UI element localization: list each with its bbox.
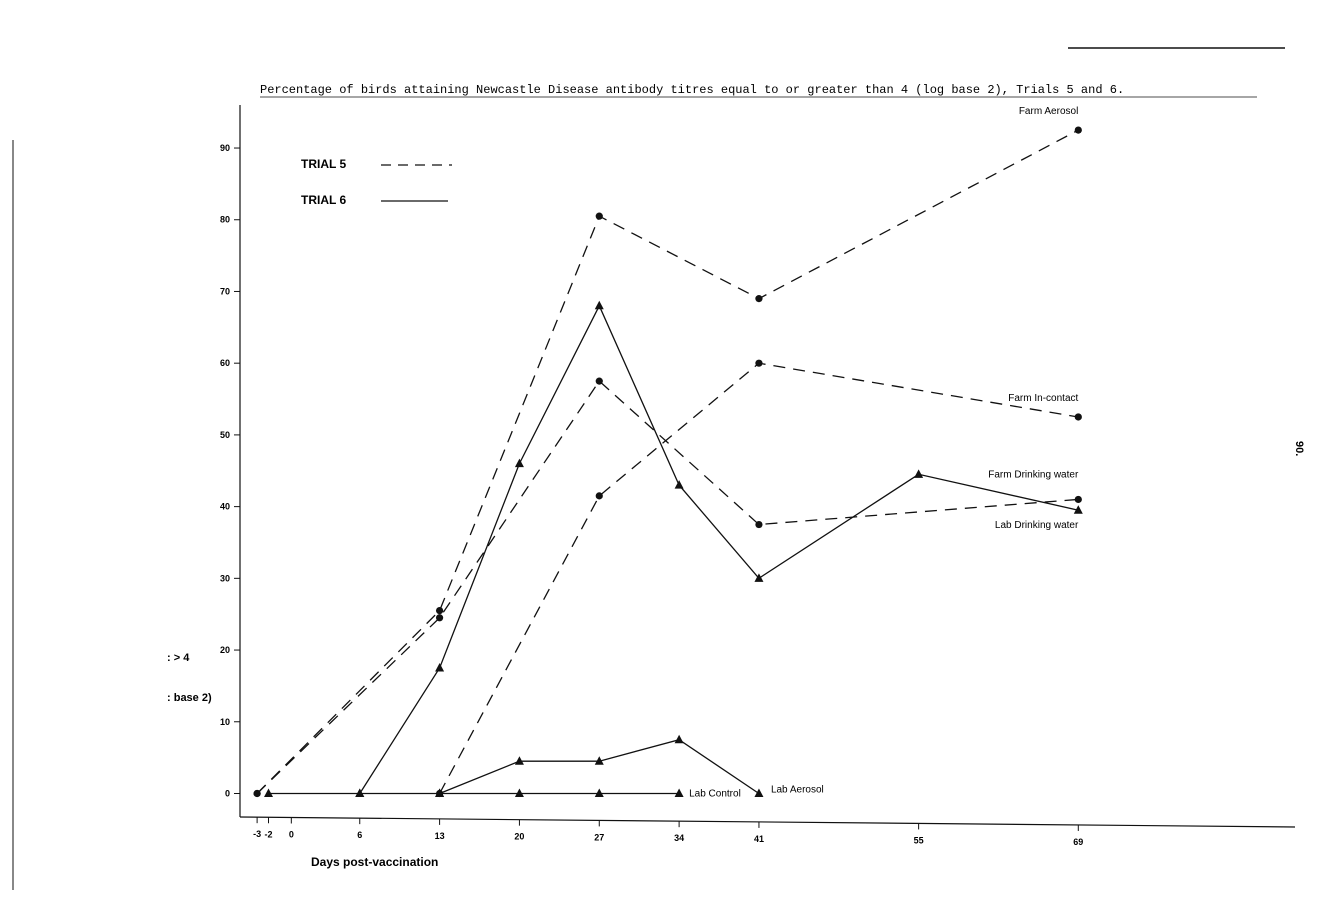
- point-lab-control: [675, 788, 684, 797]
- page-number: 90.: [1293, 441, 1305, 457]
- series-label-farm-aerosol: Farm Aerosol: [1018, 106, 1079, 118]
- ylabel-fragment-2: : base 2): [167, 692, 212, 704]
- point-lab-control: [595, 788, 604, 797]
- legend-label-trial-5: TRIAL 5: [301, 157, 347, 171]
- ylabel-fragment-1: : > 4: [167, 652, 190, 664]
- x-tick-label: 20: [514, 831, 525, 842]
- point-farm-drinking-water: [755, 521, 762, 528]
- point-farm-drinking-water: [436, 614, 443, 621]
- x-tick-label: 34: [674, 833, 685, 844]
- point-farm-in-contact: [596, 492, 603, 499]
- legend-label-trial-6: TRIAL 6: [301, 193, 347, 207]
- point-lab-aerosol: [675, 735, 684, 744]
- x-axis-line: [240, 817, 1295, 827]
- point-farm-aerosol: [436, 607, 443, 614]
- y-tick-label: 70: [219, 286, 230, 297]
- series-label-lab-aerosol: Lab Aerosol: [770, 784, 824, 796]
- y-tick-label: 30: [219, 573, 230, 584]
- y-tick-label: 90: [219, 143, 230, 154]
- y-tick-label: 50: [219, 429, 230, 440]
- point-lab-aerosol: [515, 756, 524, 765]
- axes: [220, 105, 1295, 847]
- point-lab-control: [264, 788, 273, 797]
- x-tick-label: 41: [753, 833, 764, 844]
- y-tick-label: 10: [219, 716, 230, 727]
- point-farm-aerosol: [596, 213, 603, 220]
- x-tick-label: 6: [357, 830, 363, 841]
- series-label-lab-control: Lab Control: [689, 788, 741, 800]
- series-label-lab-drinking-water: Lab Drinking water: [994, 520, 1079, 532]
- series-labels: [689, 106, 1079, 799]
- x-tick-label: 0: [288, 829, 294, 840]
- x-tick-label: -2: [264, 829, 273, 840]
- point-lab-drinking-water: [595, 301, 604, 310]
- point-farm-aerosol: [755, 295, 762, 302]
- point-lab-drinking-water: [515, 459, 524, 468]
- series-line-lab-aerosol: [440, 740, 759, 794]
- chart-title: Percentage of birds attaining Newcastle Disease antibody titres equal to or greater than 4 (log base 2), Trials 5 and 6.: [260, 83, 1125, 97]
- x-axis-title: Days post-vaccination: [311, 855, 439, 869]
- point-lab-drinking-water: [675, 480, 684, 489]
- series-line-lab-drinking-water: [360, 306, 1079, 794]
- y-tick-label: 0: [224, 788, 230, 799]
- y-tick-label: 60: [219, 358, 230, 369]
- legend: [301, 157, 452, 207]
- series-label-farm-in-contact: Farm In-contact: [1008, 392, 1079, 404]
- x-tick-label: 55: [913, 835, 924, 846]
- point-lab-drinking-water: [435, 663, 444, 672]
- point-lab-control: [515, 788, 524, 797]
- point-lab-aerosol: [754, 788, 763, 797]
- series-layer: [254, 127, 1083, 798]
- x-tick-label: 27: [594, 832, 605, 843]
- y-tick-label: 40: [219, 501, 230, 512]
- point-farm-aerosol: [1075, 127, 1082, 134]
- series-label-farm-drinking-water: Farm Drinking water: [988, 469, 1079, 481]
- x-tick-label: -3: [253, 829, 262, 840]
- point-farm-in-contact: [1075, 413, 1082, 420]
- point-lab-drinking-water: [914, 469, 923, 478]
- y-tick-label: 20: [219, 645, 230, 656]
- y-tick-label: 80: [219, 214, 230, 225]
- x-tick-label: 69: [1073, 836, 1084, 847]
- point-farm-drinking-water: [254, 790, 261, 797]
- point-farm-drinking-water: [1075, 496, 1082, 503]
- point-farm-in-contact: [755, 360, 762, 367]
- point-farm-drinking-water: [596, 378, 603, 385]
- x-tick-label: 13: [434, 830, 445, 841]
